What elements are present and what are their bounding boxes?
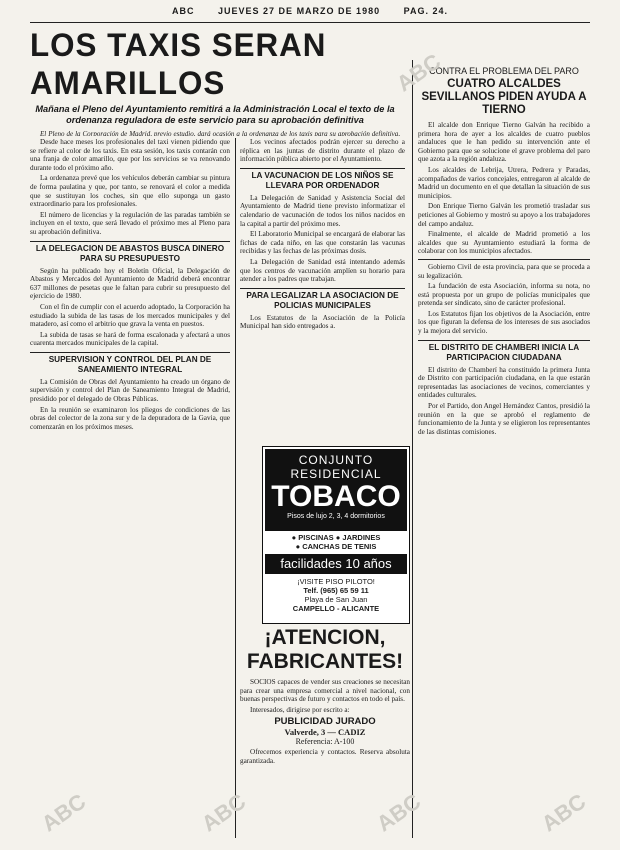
- section-heading-saneamiento: SUPERVISION Y CONTROL DEL PLAN DE SANEAMIENTO INTEGRAL: [30, 352, 230, 375]
- col3-paragraph: Por el Partido, don Angel Hernández Cantos, presidió la reunión en la que se aprobó el reglamento de funcionamiento de la Junta y se eligieron los representantes de las distintas comisiones.: [418, 402, 590, 436]
- main-paragraph: La ordenanza prevé que los vehículos deberán cambiar su pintura de forma paulatina y que, por tanto, se renovará el color a medida que se sustituyan los coches, sin que ello suponga un gasto extraordinario para los profesionales.: [30, 174, 230, 209]
- section-heading-vacunacion: LA VACUNACION DE LOS NIÑOS SE LLEVARA POR ORDENADOR: [240, 168, 405, 191]
- col3-paragraph: Don Enrique Tierno Galván les prometió trasladar sus peticiones al Gobierno y mostró su apoyo a los trabajadores del campo andaluz.: [418, 202, 590, 228]
- ad-fabricantes: [240, 626, 410, 836]
- section-heading-policias: PARA LEGALIZAR LA ASOCIACION DE POLICIAS MUNICIPALES: [240, 288, 405, 311]
- ad-loc: CAMPELLO - ALICANTE: [292, 604, 380, 613]
- col2-paragraph: La Delegación de Sanidad y Asistencia Social del Ayuntamiento de Madrid tiene previsto informatizar el calendario de vacunación de todos los niños nacidos en la capital a partir del próximo mes.: [240, 193, 405, 228]
- ad-telf: Telf. (965) 65 59 11: [303, 586, 369, 595]
- col3-paragraph: El distrito de Chamberí ha constituido la primera Junta de Distrito con participación ciudadana, en la que estarán representadas las asociaciones de vecinos, comerciantes y entidades culturales.: [418, 365, 590, 400]
- ad-line2: RESIDENCIAL: [290, 467, 382, 481]
- ad2-headline2: FABRICANTES!: [246, 650, 404, 673]
- col2-intro: Los vecinos afectados podrán ejercer su derecho a réplica en las juntas de distrito durante el plazo de información pública abierto por el Ayuntamiento.: [240, 138, 405, 164]
- col3-policia: Gobierno Civil de esta provincia, para que se proceda a su legalización.: [418, 262, 590, 280]
- main-lead: El Pleno de la Corporación de Madrid, previo estudio, dará ocasión a la ordenanza de los taxis para su aprobación definitiva,: [40, 130, 400, 136]
- main-article-head: [30, 26, 400, 136]
- page-header: [0, 6, 620, 20]
- main-subtitle: Mañana el Pleno del Ayuntamiento remitirá a la Administración Local el texto de la ordenanza reguladora de este servicio para su aprobación definitiva: [35, 104, 395, 125]
- ad2-headline1: ¡ATENCION,: [264, 626, 386, 649]
- section-paragraph: La Comisión de Obras del Ayuntamiento ha creado un órgano de supervisión y control del Plan de Saneamiento Integral de Madrid, presidido por el delegado de Obras Públicas.: [30, 377, 230, 404]
- watermark: ABC: [391, 48, 446, 97]
- ad-facilidades: facilidades 10 años: [265, 554, 407, 574]
- header-date: JUEVES 27 DE MARZO DE 1980: [218, 6, 381, 16]
- column-1: [30, 138, 230, 838]
- col3-paragraph: Finalmente, el alcalde de Madrid prometió a los alcaldes que su Ayuntamiento estudiará la forma de colaborar con los municipios afectados.: [418, 230, 590, 256]
- ad-contact: [263, 577, 409, 613]
- section-paragraph: La subida de tasas se hará de forma escalonada y afectará a unos cuarenta mercados municipales de la capital.: [30, 330, 230, 348]
- header-rule: [30, 22, 590, 23]
- ad-features: [263, 533, 409, 551]
- col2-paragraph: Los Estatutos de la Asociación de la Policía Municipal han sido entregados a.: [240, 313, 405, 331]
- column-2: [240, 138, 405, 440]
- watermark: ABC: [371, 788, 426, 837]
- ad-tobaco: [262, 446, 410, 624]
- ad-feature: ● CANCHAS DE TENIS: [295, 542, 377, 551]
- ad-visite: ¡VISITE PISO PILOTO!: [297, 577, 375, 586]
- header-page: PAG. 24.: [403, 6, 448, 16]
- ad2-ref: Referencia: A-100: [295, 737, 355, 747]
- col3-paragraph: El alcalde don Enrique Tierno Galván ha recibido a primera hora de ayer a los alcaldes de cuatro pueblos andaluces que le han pedido su intervención ante el Gobierno para que se solucione el grave problema del paro que azota a la región andaluza.: [418, 121, 590, 164]
- watermark: ABC: [196, 788, 251, 837]
- col3-title: CUATRO ALCALDES SEVILLANOS PIDEN AYUDA A TIERNO: [421, 78, 587, 116]
- col2-paragraph: El Laboratorio Municipal se encargará de elaborar las fichas de cada niño, en las que constarán las vacunas recibidas y las fechas de las próximas dosis.: [240, 230, 405, 256]
- section-paragraph: Según ha publicado hoy el Boletín Oficial, la Delegación de Abastos y Mercados del Ayuntamiento de Madrid deberá encontrar 637 millones de pesetas que le faltan para cubrir su presupuesto del ejercicio de 1980.: [30, 266, 230, 301]
- section-heading-abastos: LA DELEGACION DE ABASTOS BUSCA DINERO PARA SU PRESUPUESTO: [30, 241, 230, 264]
- col3-policia: La fundación de esta Asociación, informa su nota, no está propuesta por un grupo de policías municipales que pretenda ser sindicato, sino de carácter profesional.: [418, 282, 590, 308]
- section-paragraph: Con el fin de cumplir con el acuerdo adoptado, la Corporación ha estudiado la subida de las tasas de los mercados municipales y del matadero, así como el arbitrio que grava la venta en puestos.: [30, 302, 230, 329]
- ad-feature: ● PISCINAS ● JARDINES: [291, 533, 381, 542]
- section-paragraph: En la reunión se examinaron los pliegos de condiciones de las obras del colector de la zona sur y de la depuradora de la Gavia, que comenzarán en los próximos meses.: [30, 405, 230, 431]
- ad-line1: CONJUNTO: [298, 453, 374, 467]
- divider: [418, 259, 590, 260]
- ad2-body: SOCIOS capaces de vender sus creaciones se necesitan para crear una empresa comercial a nivel nacional, con buenas perspectivas de futuro y contactos en todo el país.: [240, 678, 410, 704]
- ad2-footer: Ofrecemos experiencia y contactos. Reserva absoluta garantizada.: [240, 748, 410, 765]
- column-3: [418, 66, 590, 838]
- column-rule: [235, 138, 236, 838]
- section-heading-chamberi: EL DISTRITO DE CHAMBERI INICIA LA PARTICIPACION CIUDADANA: [418, 340, 590, 363]
- main-paragraph: El número de licencias y la regulación de las paradas también se incluyen en el texto, que será llevado el próximo mes al Pleno para su aprobación definitiva.: [30, 210, 230, 236]
- column-rule: [412, 60, 413, 838]
- ad-tobaco-banner: [265, 449, 407, 531]
- ad2-interesados: Interesados, dirigirse por escrito a:: [250, 705, 350, 714]
- col2-paragraph: La Delegación de Sanidad está intentando además que los centros de vacunación amplíen su horario para atender a los padres que trabajan.: [240, 257, 405, 284]
- ad2-address: Valverde, 3 — CADIZ: [284, 727, 366, 738]
- ad-pisos: Pisos de lujo 2, 3, 4 dormitorios: [287, 513, 385, 520]
- watermark: ABC: [536, 788, 591, 837]
- main-title: LOS TAXIS SERAN AMARILLOS: [30, 27, 327, 101]
- col3-kicker: CONTRA EL PROBLEMA DEL PARO: [429, 66, 579, 76]
- ad-playa: Playa de San Juan: [304, 595, 368, 604]
- ad2-company: PUBLICIDAD JURADO: [274, 716, 376, 728]
- watermark: ABC: [36, 788, 91, 837]
- col3-policia: Los Estatutos fijan los objetivos de la Asociación, entre los que figuran la defensa de los intereses de sus asociados y la mejora del servicio.: [418, 309, 590, 336]
- header-paper: ABC: [172, 6, 195, 16]
- ad-brand: TOBACO: [271, 480, 401, 513]
- main-paragraph: Desde hace meses los profesionales del taxi vienen pidiendo que se refiere al color de los taxis. En esta sesión, los taxis contarán con una franja de color amarillo, que por los servicios se va renovando durante todo el próximo año.: [30, 138, 230, 172]
- col3-paragraph: Los alcaldes de Lebrija, Utrera, Pedrera y Paradas, acompañados de varios concejales, entregaron al alcalde de Madrid un documento en el que detallan la situación de sus municipios.: [418, 165, 590, 200]
